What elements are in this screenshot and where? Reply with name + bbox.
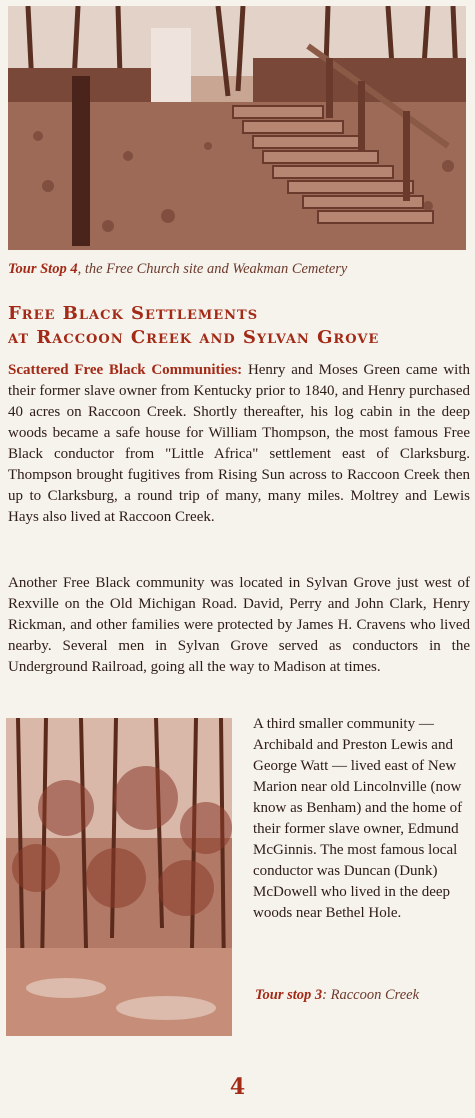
heading-line-1: Free Black Settlements (8, 303, 259, 324)
photo-raccoon-creek-woods (6, 718, 232, 1036)
heading-line-2: at Raccoon Creek and Sylvan Grove (8, 327, 380, 348)
photo-caption-bottom (255, 987, 419, 1004)
paragraph-third-community: A third smaller community — Archibald and Preston Lewis and George Watt — lived east of New Marion near old Lincolnville (now know as Benham) and the home of their former slave owner, Edmund McGinnis. The most famous local conductor was Duncan (Dunk) McDowell who lived in the deep woods near Bethel Hole. (253, 716, 463, 921)
paragraph-sylvan-grove: Another Free Black community was located in Sylvan Grove just west of Rexville on the Old Michigan Road. David, Perry and John Clark, Henry Rickman, and other families were protected by James H. Cravens who lived nearby. Several men in Sylvan Grove served as conductors in the Underground Railroad, going all the way to Madison at times. (8, 575, 470, 675)
paragraph-lead-in: Scattered Free Black Communities: (8, 362, 243, 378)
caption-tour-stop-label: Tour stop 3 (255, 987, 323, 1003)
photo-cemetery-steps (8, 6, 466, 250)
caption-tour-stop-label: Tour Stop 4 (8, 261, 78, 277)
paragraph-body: Henry and Moses Green came with their former slave owner from Kentucky prior to 1840, and Henry purchased 40 acres on Raccoon Creek. Shortly thereafter, his log cabin in the deep woods became a safe house for William Thompson, the most famous Free Black conductor from "Little Africa" settlement east of Clarksburg. Thompson brought fugitives from Rising Sun across to Raccoon Creek then up to Clarksburg, a round trip of many, many miles. Moltrey and Lewis Hays also lived at Raccoon Creek. (8, 362, 471, 525)
page-number: 4 (229, 1074, 246, 1100)
photo-caption-top (8, 261, 347, 278)
caption-text: , the Free Church site and Weakman Cemetery (77, 261, 348, 277)
section-heading (8, 302, 379, 350)
paragraph-scattered-communities (8, 360, 470, 528)
caption-text: : Raccoon Creek (322, 987, 420, 1003)
